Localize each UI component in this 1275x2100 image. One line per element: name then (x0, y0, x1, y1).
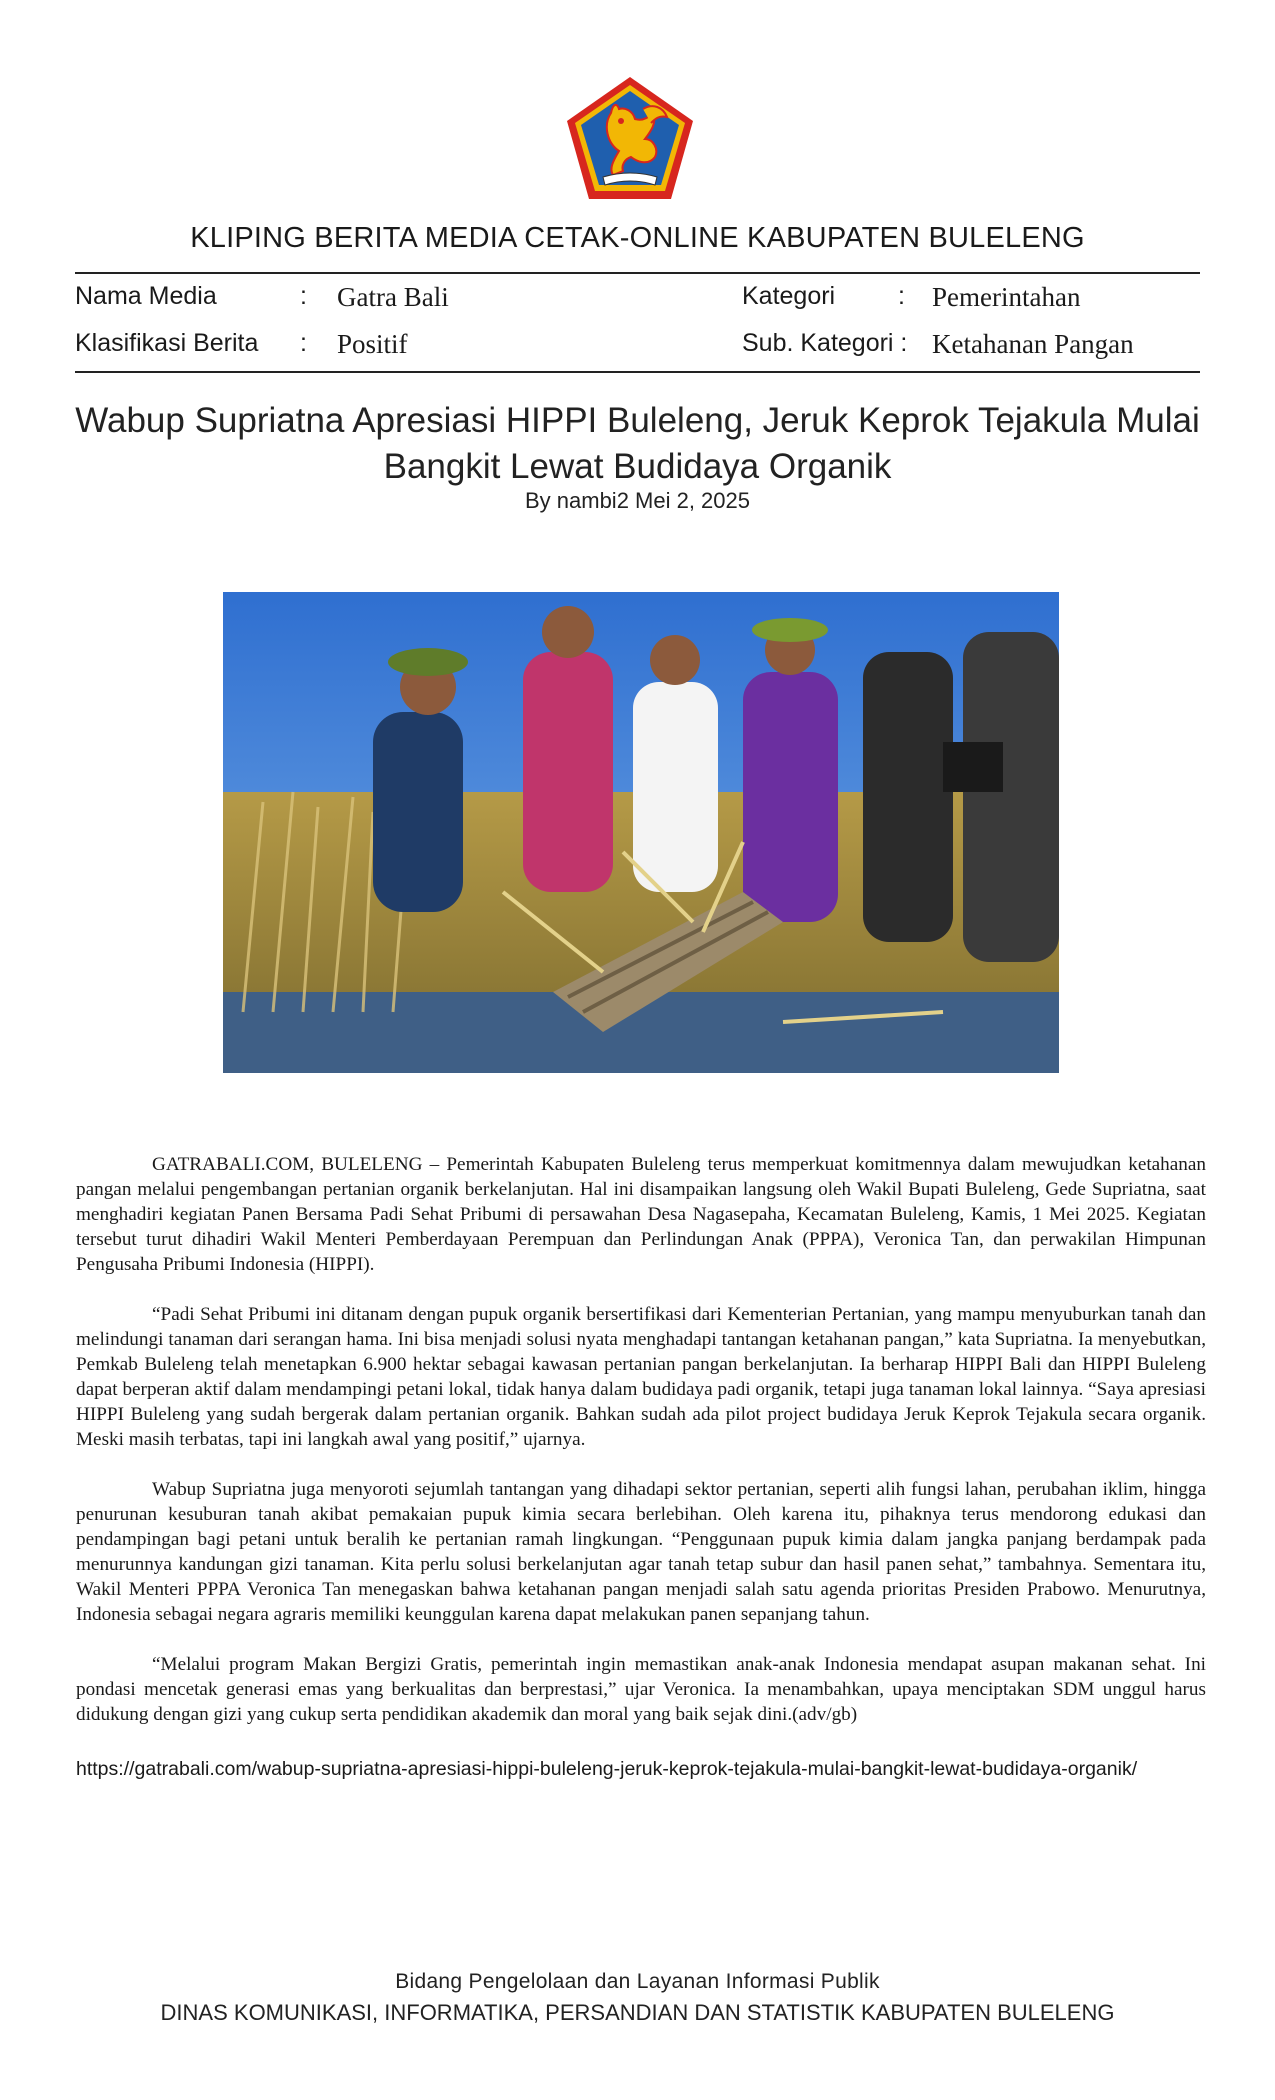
top-divider (75, 272, 1200, 274)
article-body (76, 1152, 1206, 1752)
bottom-divider (75, 371, 1200, 373)
document-header-title: KLIPING BERITA MEDIA CETAK-ONLINE KABUPATEN BULELENG (190, 222, 1085, 254)
classification-label: Klasifikasi Berita (75, 329, 259, 357)
article-byline: By nambi2 Mei 2, 2025 (524, 488, 751, 513)
article-paragraph: “Padi Sehat Pribumi ini ditanam dengan pupuk organik bersertifikasi dari Kementerian Pertanian, yang mampu menyuburkan tanah dan melindungi tanaman dari serangan hama. Ini bisa menjadi solusi nyata menghadapi tantangan ketahanan pangan,” kata Supriatna. Ia menyebutkan, Pemkab Buleleng telah menetapkan 6.900 hektar sebagai kawasan pertanian pangan berkelanjutan. Ia berharap HIPPI Bali dan HIPPI Buleleng dapat berperan aktif dalam mendampingi petani lokal, tidak hanya dalam budidaya padi organik, tetapi juga tanaman lokal lainnya. “Saya apresiasi HIPPI Buleleng yang sudah bergerak dalam pertanian organik. Bahkan sudah ada pilot project budidaya Jeruk Keprok Tejakula secara organik. Meski masih terbatas, tapi ini langkah awal yang positif,” ujarnya. (76, 1304, 1206, 1450)
article-paragraph: Wabup Supriatna juga menyoroti sejumlah tantangan yang dihadapi sektor pertanian, seperti alih fungsi lahan, perubahan iklim, hingga penurunan kesuburan tanah akibat pemakaian pupuk kimia secara berlebihan. Oleh karena itu, pihaknya terus mendorong edukasi dan pendampingan bagi petani untuk beralih ke pertanian ramah lingkungan. “Penggunaan pupuk kimia dalam jangka panjang berdampak pada menurunnya kandungan gizi tanaman. Kita perlu solusi berkelanjutan agar tanah tetap subur dan hasil panen sehat,” tambahnya. Sementara itu, Wakil Menteri PPPA Veronica Tan menegaskan bahwa ketahanan pangan menjadi salah satu agenda prioritas Presiden Prabowo. Menurutnya, Indonesia sebagai negara agraris memiliki keunggulan karena dapat melakukan panen sepanjang tahun. (76, 1479, 1206, 1625)
footer-agency: DINAS KOMUNIKASI, INFORMATIKA, PERSANDIAN DAN STATISTIK KABUPATEN BULELENG (160, 2000, 1115, 2025)
article-title-line-1: Wabup Supriatna Apresiasi HIPPI Buleleng, Jeruk Keprok Tejakula Mulai (75, 401, 1200, 440)
article-paragraph: “Melalui program Makan Bergizi Gratis, pemerintah ingin memastikan anak-anak Indonesia mendapat asupan makanan sehat. Ini pondasi mencetak generasi emas yang berkualitas dan berprestasi,” ujar Veronica. Ia menambahkan, upaya menciptakan SDM unggul harus didukung dengan gizi yang cukup serta pendidikan akademik dan moral yang baik sejak dini.(adv/gb) (76, 1654, 1206, 1725)
source-url-link[interactable]: https://gatrabali.com/wabup-supriatna-apresiasi-hippi-buleleng-jeruk-keprok-tejakula-mulai-bangkit-lewat-budidaya-organik/ (76, 1758, 1138, 1780)
footer-department: Bidang Pengelolaan dan Layanan Informasi Publik (395, 1970, 880, 1993)
subcategory-value: Ketahanan Pangan (932, 329, 1134, 359)
classification-colon: : (300, 329, 307, 357)
article-title-line-2: Bangkit Lewat Budidaya Organik (383, 447, 892, 486)
media-name-colon: : (300, 282, 307, 310)
article-paragraph: GATRABALI.COM, BULELENG – Pemerintah Kabupaten Buleleng terus memperkuat komitmennya dalam mewujudkan ketahanan pangan melalui pengembangan pertanian organik berkelanjutan. Hal ini disampaikan langsung oleh Wakil Bupati Buleleng, Gede Supriatna, saat menghadiri kegiatan Panen Bersama Padi Sehat Pribumi di persawahan Desa Nagasepaha, Kecamatan Buleleng, Kamis, 1 Mei 2025. Kegiatan tersebut turut dihadiri Wakil Menteri Pemberdayaan Perempuan dan Perlindungan Anak (PPPA), Veronica Tan, dan perwakilan Himpunan Pengusaha Pribumi Indonesia (HIPPI). (76, 1154, 1206, 1275)
category-colon: : (898, 282, 905, 310)
category-value: Pemerintahan (932, 282, 1081, 312)
article-photo-rice-harvest (223, 592, 1059, 1073)
category-label: Kategori (742, 282, 836, 310)
article-title (60, 398, 1215, 490)
buleleng-emblem-logo (563, 73, 697, 203)
subcategory-label: Sub. Kategori : (742, 329, 908, 357)
media-name-label: Nama Media (75, 282, 217, 310)
media-name-value: Gatra Bali (337, 282, 449, 312)
classification-value: Positif (337, 329, 408, 359)
